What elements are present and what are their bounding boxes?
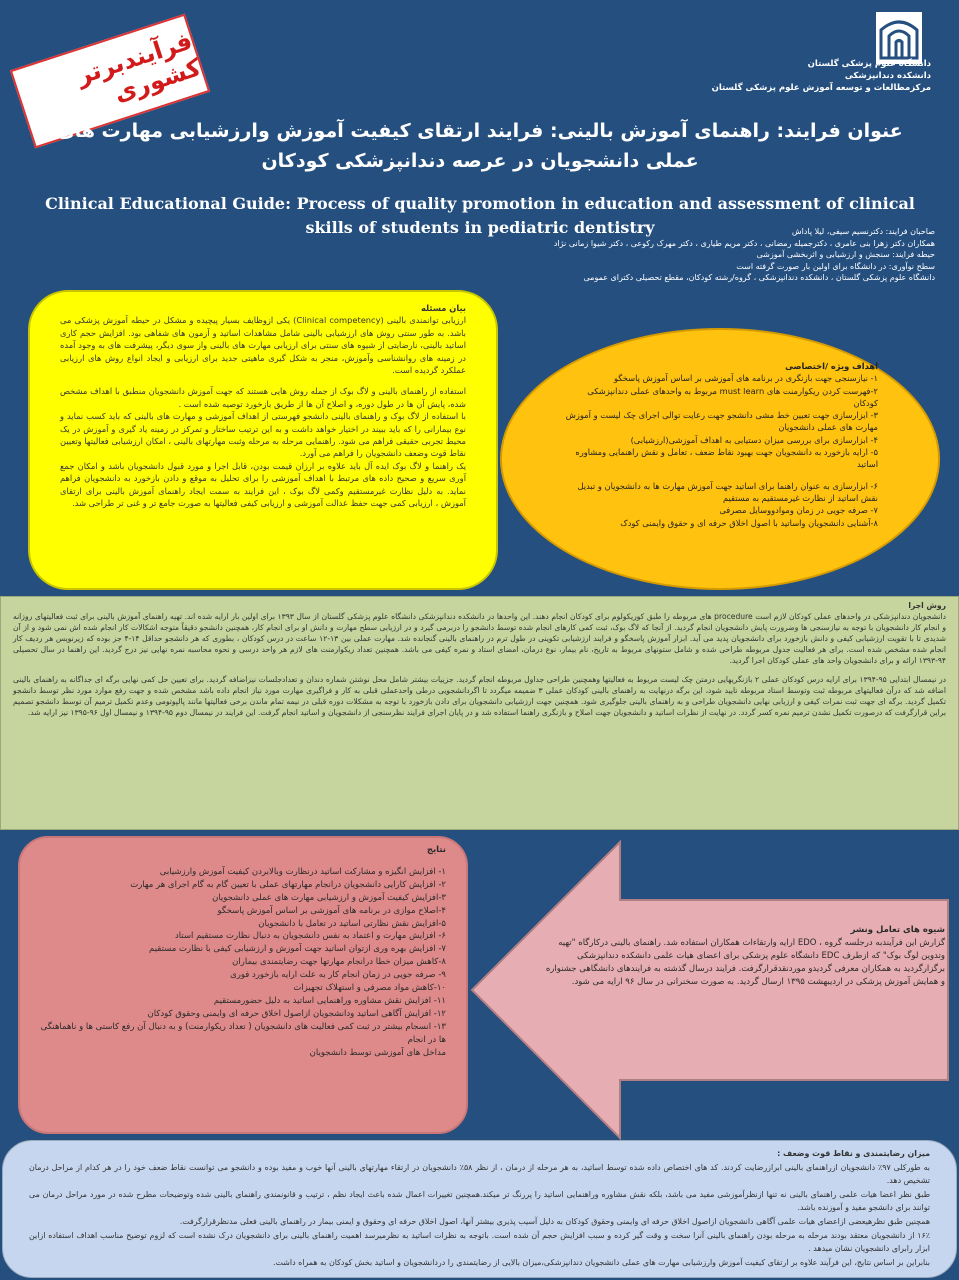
objective-item: ۱- نیازسنجی جهت بازنگری در برنامه های آموزشی بر اساس آموزش پاسخگو (613, 373, 878, 384)
university-line: دانشکده دندانپزشکی (844, 71, 931, 81)
dissemination-text: گزارش این فرآیندبه درجلسه گروه ، EDO ارایه وارتقاءات همکاران استفاده شد. راهنمای بالینی درکارگاه "تهیه وتدوین لوگ بوک" که ازطرف EDC دانشگاه علوم پزشکی برای اعضای هیات علمی دانشکده دندانپزشکی برگزارگردید به همکاران معرفی گردیدو موردنقدقرارگرفت. فرایند درسال گذشته به فرایندهای دانشگاهی جشنواره و همایش آموزش پزشکی در اردیبهشت ۱۳۹۵ ارسال گردید. به صورت سخنرانی در سال ۹۶ ارایه می شود. (545, 938, 945, 987)
result-item: ۱۳- انسجام بیشتر در ثبت کمی فعالیت های دانشجویان ( تعداد ریکوارمنت) و به دنبال آن رفع کاستی ها و ناهماهنگی ها در انجام (40, 1021, 446, 1045)
dissemination-heading: شیوه های تعامل ونشر (850, 925, 945, 935)
result-item: ۶- افزایش مهارت و اعتماد به نفس دانشجویان به دنبال نظارت مستقیم استاد (175, 931, 446, 942)
left-arrow-icon (470, 840, 950, 1140)
method-box (0, 596, 959, 830)
method-heading: روش اجرا (908, 601, 946, 610)
owners-line: صاحبان فرایند: دکترنسیم سیفی، لیلا پاداش (791, 227, 935, 236)
results-heading: نتایج (426, 845, 446, 855)
owners-line: همکاران دکتر زهرا بنی عامری ، دکترجمیله رمضانی ، دکتر مریم طیاری ، دکتر مهرک رکوعی ، دکتر شیوا زمانی نژاد (553, 238, 935, 248)
objective-item: ۸-آشنایی دانشجویان واساتید با اصول اخلاق حرفه ای و حقوق وایمنی کودک (620, 517, 878, 528)
result-item: ۳-افزایش کیفیت آموزش و ارزشیابی مهارت های عملی دانشجویان (212, 892, 446, 903)
objective-item: ۳- ابزارسازی جهت تعیین خط مشی دانشجو جهت رعایت توالی اجرای چک لیست و آموزش مهارت های عملی دانشجویان (565, 410, 878, 433)
problem-paragraph: با استفاده از لاگ بوک و راهنمای بالینی دانشجو فهرستی از اهداف آموزشی و مهارت های بالینی که باید کسب نماید و نوع بیمارانی را که باید ببیند در اختیار خواهد داشت و به این ترتیب ساختار و تمرکز در زمینه یاد گیری و آموزش در یک محیط تجربی حقیقی فراهم می شود. راهنمایی مرحله به مرحله وثبت مهارتهای بالینی ، امکان ارزشیابی فعالیتها وتعیین نقاط قوت وضعف دانشجویان را فراهم می آورد. (60, 411, 466, 459)
owners-line: حیطه فرایند: سنجش و ارزشیابی و اثربخشی آموزشی (756, 250, 935, 259)
satisfaction-line: همچنین طبق نظرهیعضی ازاعضای هیات علمی آگاهی دانشجویان ازاصول اخلاق حرفه ای وایمنی وحقوق کودکان به دلیل آسیب پذیری بیشتر آنها، اصول اخلاق حرفه ای وحقوق و ایمنی بیمار در راهنمای بالینی فعلی مدنظرقرارگرفت. (179, 1216, 930, 1226)
persian-title: عنوان فرایند: راهنمای آموزش بالینی: فرایند ارتقای کیفیت آموزش وارزشیابی مهارت های عملی دانشجویان در عرصه دندانپزشکی کودکان (57, 120, 903, 172)
result-item: ۲- افزایش کارایی دانشجویان درانجام مهارتهای عملی با تعیین گام به گام اجرای هر مهارت (130, 879, 446, 890)
english-title: Clinical Educational Guide: Process of quality promotion in education and assessment of clinical skills of students in pediatric dentistry (45, 194, 915, 237)
method-paragraph: دانشجویان دندانپزشکی در واحدهای عملی کودکان لازم است procedure های مربوطه را طبق کوریکولوم برای کودکان انجام دهند. این واحدها در دانشکده دندانپزشکی دانشگاه علوم پزشکی گلستان از سال ۱۳۹۳ برای اولین بار ارایه شده اند. تهیه راهنمای آموزش بالینی برای ثبت فعالیتهای روزانه و انجام کار دانشجویان با توجه به نیازسنجی ها وضرورت پایش دانشجویان انجام گردید. از آنجا که لاگ بوک، ثبت کمی کارهای انجام شده توسط دانشجو را دربرمی گیرد و در ارزیابی سطح مهارت و دانش او برای انجام کار، همچنین دانشجو دقیقاً متوجه اشکالات کار انجام شده اش نمی شود و از آن شدیدی تا با تقویت ارزشیابی کیفی و دانش بازخورد برای دانشجویان پدید می آید. ابزار آموزش پاسخگو و فرایند ارزشیابی تکوینی در طول ترم در راهنمای بالینی گنجانده شد. مهارت عملی بین ۱۳-۱۲ ساعت در درس کودکان ، بطوری که هر دانشجو حداقل ۱۴-۴ جز بوده که زیرنویس هر ردیف کار انجام شده مشخص شده است. برای هر فعالیت جدول مربوطه طراحی شده و شامل ستونهای مربوط به تاریخ، نام بیمار، نوع درمان، امضای استاد و نمره کیفی می باشد. همچنین تعداد ریکوارمنت های لازم هر واحد درسی و نحوه محاسبه نمره نهایی نیز درج گردید. این راهنما در سال تحصیلی ۹۴-۱۳۹۳ ارائه و برای دانشجویان واحد های عملی کودکان اجرا گردید. (13, 611, 947, 665)
result-item: ۷- افزایش بهره وری ازتوان اساتید جهت آموزش و ارزشیابی کیفی با نظارت مستقیم (149, 944, 446, 955)
university-name (701, 58, 931, 94)
objectives-heading: اهداف ویژه /اختصاصی (785, 361, 878, 371)
problem-heading: بیان مسئله (421, 303, 466, 313)
objectives-box (500, 328, 940, 590)
satisfaction-line: بنابراین بر اساس نتایج، این فرآیند علاوه بر ارتقای کیفیت آموزش وارزشیابی مهارت های عملی دانشجویان دندانپزشکی،میزان بالایی از رضایتمندی را دردانشجویان و اساتید بخش کودکان به همراه داشت. (273, 1257, 930, 1267)
problem-paragraph: استفاده از راهنمای بالینی و لاگ بوک از جمله روش هایی هستند که جهت آموزش دانشجویان منطبق با اهداف مشخص شده، پایش آن ها در طول دوره، و اصلاح آن ها از طریق بازخورد توصیه شده است . (60, 386, 466, 409)
satisfaction-box (2, 1140, 957, 1278)
university-line: مرکزمطالعات و توسعه آموزش علوم پزشکی گلستان (711, 83, 931, 93)
badge-text: فرآیندبرتر کشوری (73, 26, 205, 108)
satisfaction-line: به طورکلی ۹۷٪ دانشجویان ازراهنمای بالینی ابرازرضایت کردند. کد های اختصاص داده شده توسط اساتید، به هر مرحله از درمان ، از نظر ۵۸٪ دانشجویان در ارتقاء مهارتهای بالینی آنها خوب و مفید بوده و دانشجو می توانست نقاط ضعف خود را در هر کدام از مراحل درمان تشخیص دهد. (29, 1162, 930, 1186)
problem-paragraph: ارزیابی توانمندی بالینی (Clinical competency) یکی ازوظایف بسیار پیچیده و مشکل در حیطه آموزش پزشکی می باشد. به طور سنتی روش های ارزشیابی بالینی شامل مشاهدات اساتید و آزمون های شفاهی بود. افزایش حجم کاری اساتید بالینی، نارضایتی از شیوه های سنتی برای ارزیابی مهارت های بالینی واز سوی دیگر، پیشرفت های به وجود آمده در زمینه های روانشناسی وآموزش، منجر به شکل گیری ماهیتی جدید برای ارزیابی و ایجاد انواع روش های ارزیابی عملکرد گردیده است. (60, 315, 466, 376)
university-line: دانشگاه علوم پزشکی گلستان (807, 59, 931, 69)
result-item: ۸-کاهش میزان خطا درانجام مهارتها جهت رضایتمندی بیماران (232, 957, 446, 968)
satisfaction-line: طبق نظر اعضا هیات علمی راهنمای بالینی نه تنها ازنظرآموزشی مفید می باشد، بلکه نقش مشاوره وراهنمایی اساتید را پررنگ تر میکند.همچنین تغییرات اعمال شده باعث ایجاد نظم ، ترتیب و قانونمندی راهنمای بالینی شده وتوضیحات مطرح شده در مورد مراحل درمان می توانند برای دانشجو مفید و آموزنده باشد. (29, 1189, 930, 1213)
result-item: ۴-اصلاح موازی در برنامه های آموزشی بر اساس آموزش پاسخگو (217, 905, 446, 916)
owners-line: سطح نوآوری: در دانشگاه برای اولین بار صورت گرفته است (736, 261, 935, 271)
result-item: ۱- افزایش انگیزه و مشارکت اساتید درنظارت وبالابردن کیفیت آموزش وارزشیابی (159, 866, 446, 877)
result-item: ۱۰-کاهش مواد مصرفی و استهلاک تجهیزات (293, 983, 446, 994)
objective-item: ۶- ابزارسازی به عنوان راهنما برای اساتید جهت آموزش مهارت ها به دانشجویان و تبدیل نقش اساتید از نظارت غیرمستقیم به مستقیم (577, 480, 878, 503)
satisfaction-line: ۱۶٪ از دانشجویان معتقد بودند مرحله به مرحله بودن راهنمای بالینی آنرا سخت و وقت گیر کرده و سبب افزایش حجم آن شده است. باتوجه به نظرات اساتید به نظرمیرسد اهمیت راهنمای بالینی برای دانشجویان درک نشده است که لزوم توضیح مناسب اهداف استفاده ازاین ابزار رابرای دانشجویان نشان میدهد . (29, 1230, 930, 1254)
owners-line: دانشگاه علوم پزشکی گلستان ، دانشکده دندانپزشکی ، گروه/رشته کودکان، مقطع تحصیلی دکترای عمومی (583, 273, 935, 282)
process-owners (535, 226, 935, 284)
result-item: مداخل های آموزشی توسط دانشجویان (309, 1047, 446, 1058)
results-box (18, 836, 468, 1134)
problem-statement-box (28, 290, 498, 590)
objective-item: ۷- صرفه جویی در زمان وموادووسایل مصرفی (719, 505, 878, 516)
objective-item: ۴- ابزارسازی برای بررسی میزان دستیابی به اهداف آموزشی(ارزشیابی) (630, 434, 878, 445)
result-item: ۱۱- افزایش نقش مشاوره وراهنمایی اساتید به دلیل حضورمستقیم (213, 995, 446, 1006)
objective-item: ۲-فهرست کردن ریکوارمنت های must learn مربوط به واحدهای عملی دندانپزشکی کودکان (587, 385, 878, 408)
method-paragraph: در نیمسال ابتدایی ۹۵-۱۳۹۴ برای ارایه درس کودکان عملی ۲ بازنگریهایی درمتن چک لیست مربوط به فعالیتها وهمچنین طراحی جداول مربوطه انجام گردید. جزییات بیشتر شامل محل نوشتن شماره دندان و تعدادجلسات نیزاضافه گردید. برای تعیین حل کمی نهایی برگه ای جداگانه به راهنمای بالینی اضافه شد که درآن فعالیتهای مربوطه ثبت وتوسط استاد مربوطه تایید شود، این برگه درنهایت به راهنمای بالینی کودکان عملی ۳ ضمیمه میگردد تا اگردانشجویی درطی واحدعملی قبلی به کار و فراگیری مهارت مورد نیاز انجام داده باشد مشخص شده و جهت رفع موارد مورد نظر توسط دانشجو تکمیل گردید. برگه ای جهت ثبت نمرات کیفی و ارزیابی نهایی دانشجویان طراحی و به راهنمای بالینی جلوگیری شود. همچنین جهت ارزشیابی دانشجویان برای دادن بازخورد با توجه به مشکلات دوره قبلی در نیمه تمام ماندن برخی فعالیتها مانند پالپوتومی وعدم تکمیل ترمیم آن توسط دانشجو تصمیم براین قرارگرفت که درصورت تکمیل نشدن ترمیم نمره کسر گردد. در نهایت از نظرات اساتید و دانشجویان جهت اصلاح و بازنگری راهنما استفاده شد و در پایان اجرای فرایند نظرسنجی از دانشجویان و اساتید انجام گرفت. این فرایند در نیمسال دوم ۹۵-۱۳۹۴ و نیمسال اول ۹۶-۱۳۹۵ نیز ارایه شد. (13, 675, 946, 718)
result-item: ۱۲- افزایش آگاهی اساتید ودانشجویان ازاصول اخلاق حرفه ای وایمنی وحقوق کودکان (147, 1008, 446, 1019)
university-logo-icon (876, 12, 922, 64)
result-item: ۵-افزایش نقش نظارتی اساتید در تعامل با دانشجویان (258, 918, 446, 929)
objective-item: ۵- ارایه بازخورد به دانشجویان جهت بهبود نقاط ضعف ، تعامل و نقش راهنمایی ومشاوره اساتید (575, 447, 878, 470)
result-item: ۹- صرفه جویی در زمان انجام کار به علت ارایه بازخورد فوری (230, 970, 446, 981)
problem-paragraph: یک راهنما و لاگ بوک ایده آل باید علاوه بر ارزان قیمت بودن، قابل اجرا و مورد قبول دانشجویان باشد و امکان جمع آوری سریع و صحیح داده های مرتبط با اهداف آموزشی را برای تحلیل به موقع و دادن بازخورد به دانشجویان فراهم نماید. به دلیل نظارت غیرمستقیم وکمی لاگ بوک ، این فرایند به سمت ایجاد راهنمای آموزش بالینی برای ارتقای آموزش ، ارزیابی کمی جهت حفظ عدالت آموزشی و ارزیابی کیفی فعالیتها به صورت جامع تر و غنی تر طراحی شد. (60, 460, 466, 509)
satisfaction-heading: میزان رضایتمندی و نقاط قوت وضعف : (777, 1149, 930, 1158)
dissemination-section (540, 924, 945, 989)
